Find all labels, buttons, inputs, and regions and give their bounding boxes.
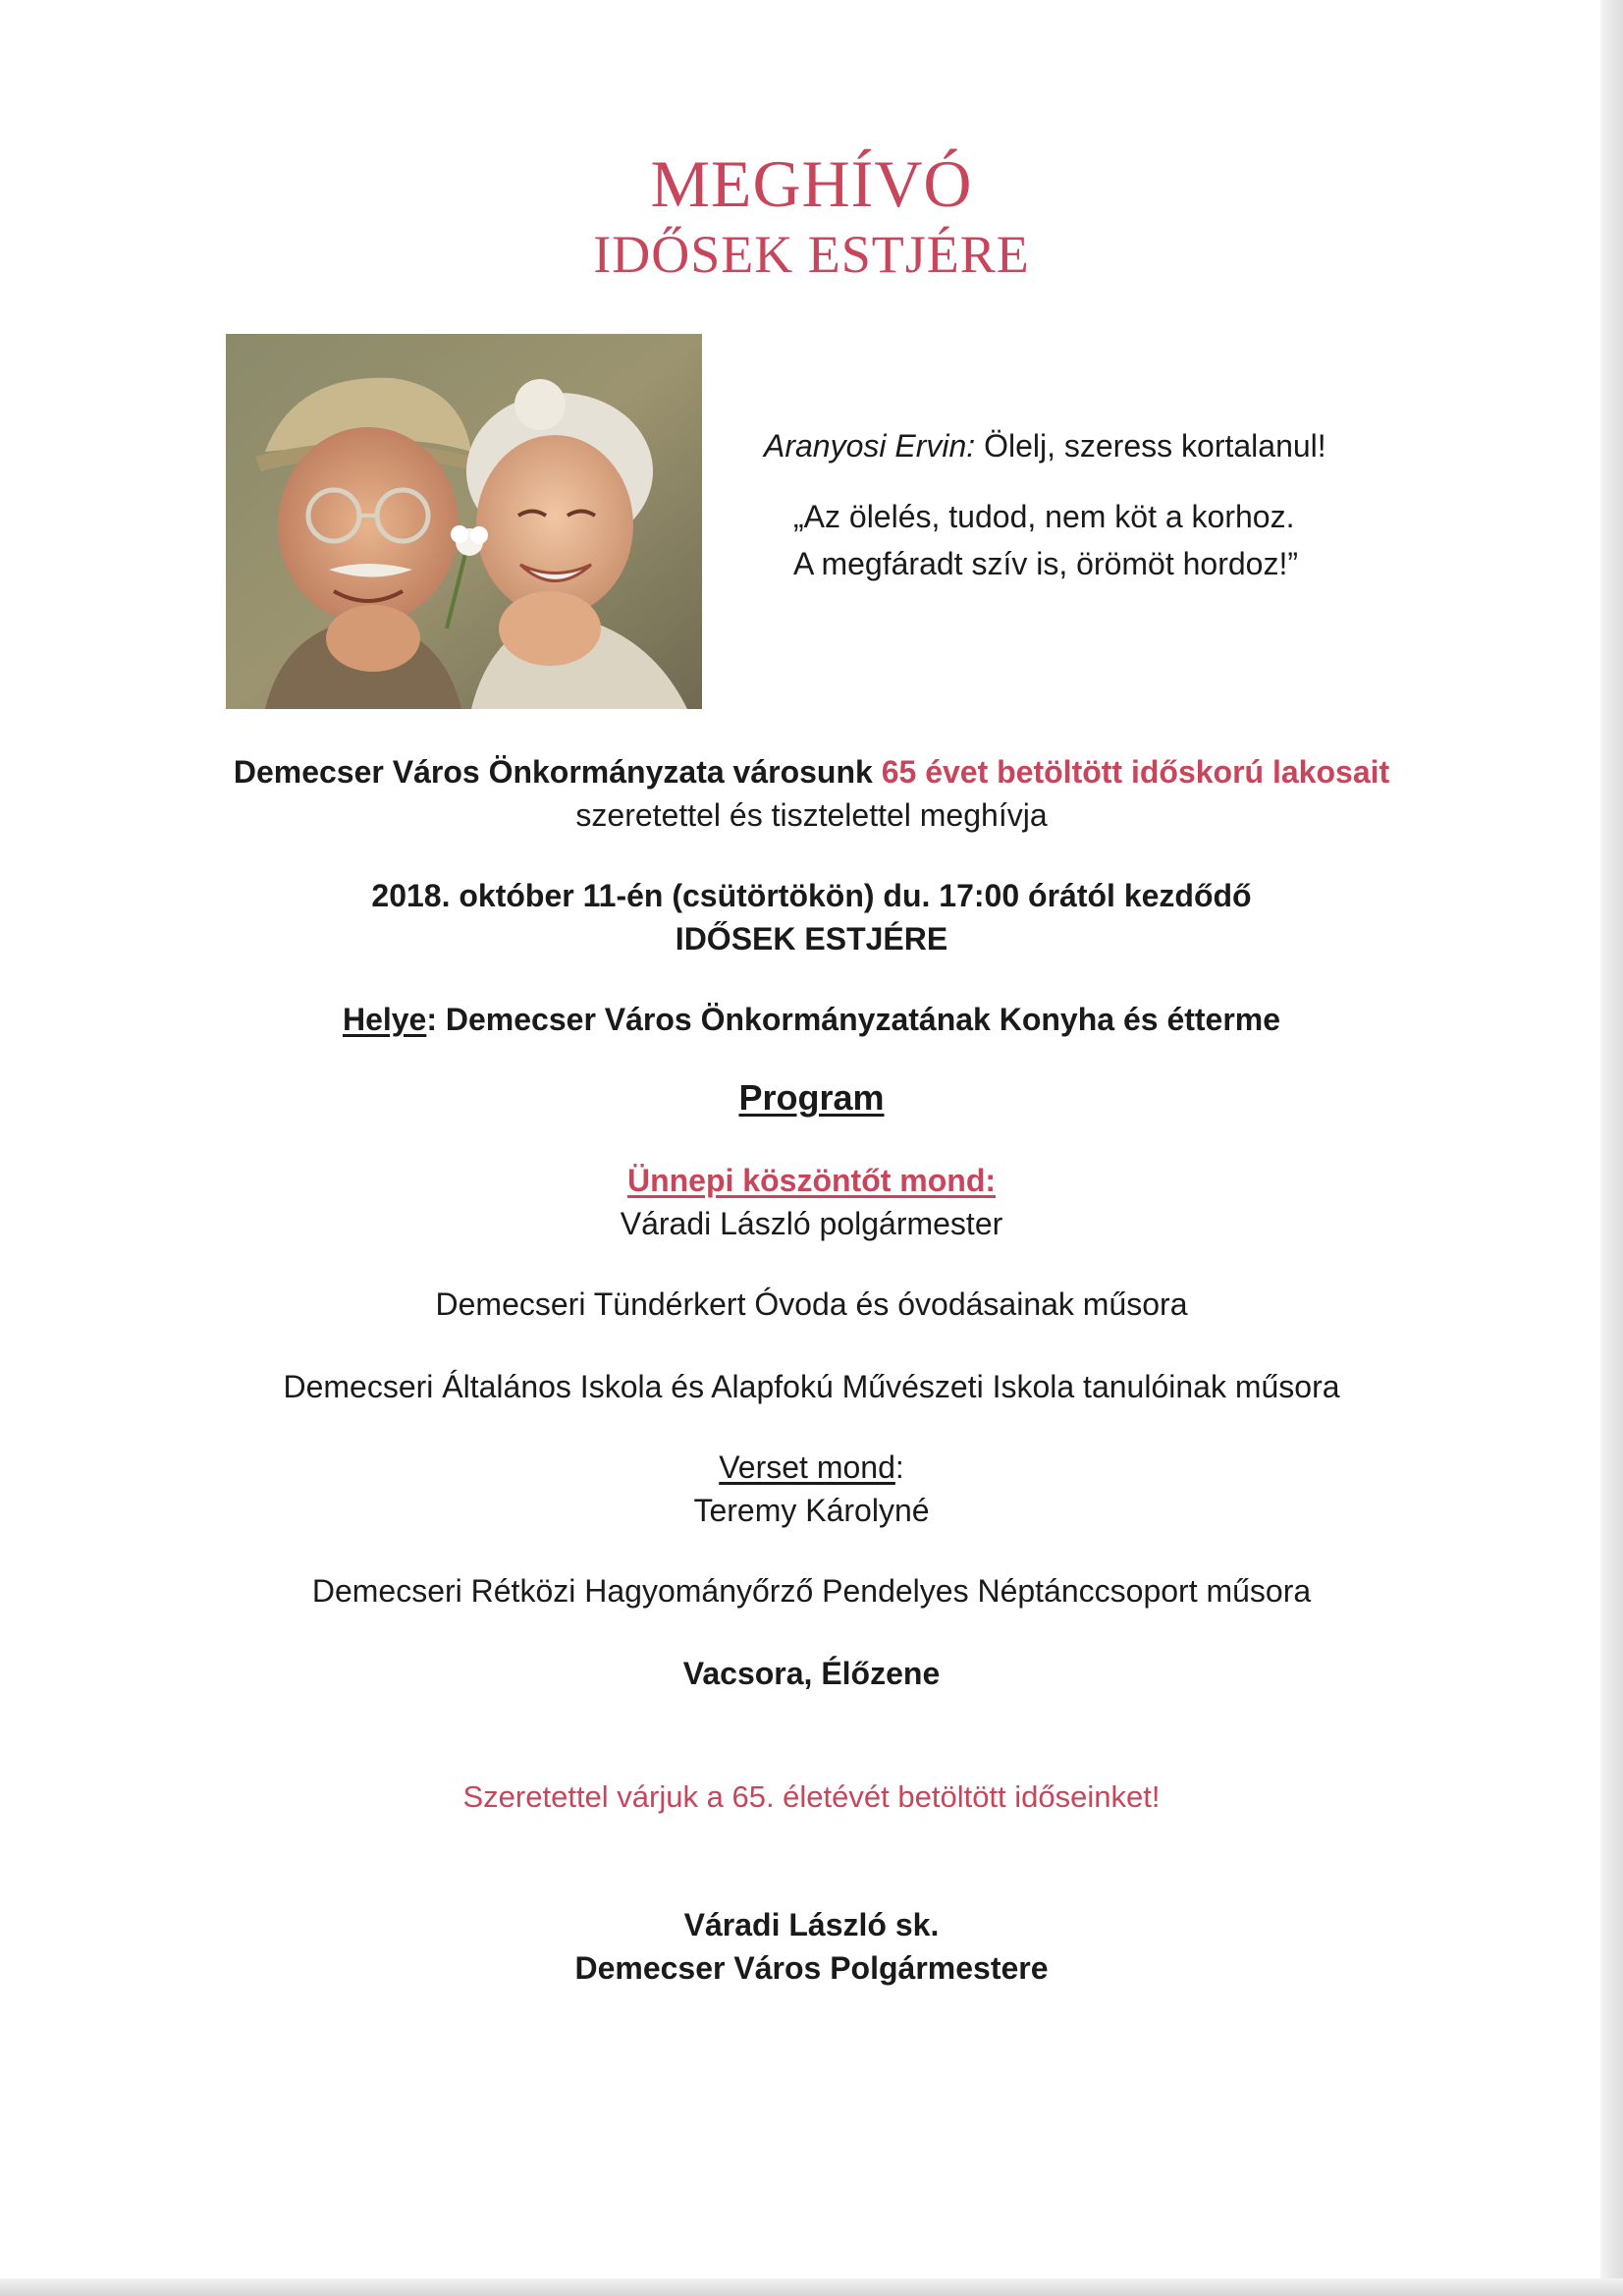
- program-item-folk-dance: Demecseri Rétközi Hagyományőrző Pendelyes Néptánccsoport műsora: [311, 1573, 1312, 1609]
- quote-line-1: „Az ölelés, tudod, nem köt a korhoz.: [793, 499, 1295, 534]
- elderly-couple-painting: [226, 334, 702, 709]
- signature-title: Demecser Város Polgármestere: [574, 1950, 1049, 1986]
- program-poem-recital: [0, 1446, 1623, 1532]
- venue-separator: :: [426, 1002, 437, 1037]
- closing-message: Szeretettel várjuk a 65. életévét betöltött időseinket!: [462, 1779, 1161, 1814]
- signature-name: Váradi László sk.: [683, 1907, 940, 1942]
- event-name: IDŐSEK ESTJÉRE: [675, 921, 948, 957]
- poem-person: Teremy Károlyné: [693, 1493, 930, 1528]
- intro-part-3: szeretettel és tisztelettel meghívja: [575, 797, 1048, 833]
- poem-quote: [746, 422, 1375, 587]
- greeting-label: Ünnepi köszöntőt mond:: [626, 1163, 997, 1198]
- event-datetime: 2018. október 11-én (csütörtökön) du. 17:00 órától kezdődő: [371, 878, 1252, 913]
- invitation-title: MEGHÍVÓ: [650, 146, 973, 221]
- program-heading: Program: [738, 1077, 885, 1118]
- program-item-school: Demecseri Általános Iskola és Alapfokú Művészeti Iskola tanulóinak műsora: [283, 1369, 1340, 1404]
- quote-author: Aranyosi Ervin:: [764, 428, 976, 464]
- quote-attribution: [764, 422, 1375, 469]
- event-venue: [0, 998, 1623, 1041]
- venue-value: Demecser Város Önkormányzatának Konyha és étterme: [437, 1002, 1281, 1037]
- venue-label: Helye: [342, 1002, 427, 1037]
- signature-block: [0, 1903, 1623, 1990]
- greeting-person: Váradi László polgármester: [620, 1206, 1003, 1241]
- scan-edge-bottom: [0, 2278, 1623, 2296]
- scan-edge-right: [1600, 0, 1623, 2296]
- program-greeting: [0, 1159, 1623, 1245]
- program-item-dinner: Vacsora, Élőzene: [682, 1656, 941, 1691]
- intro-highlight: 65 évet betöltött időskorú lakosait: [881, 754, 1390, 790]
- invitation-subtitle: IDŐSEK ESTJÉRE: [593, 225, 1030, 284]
- poem-separator: :: [894, 1449, 904, 1485]
- intro-part-1: Demecser Város Önkormányzata városunk: [233, 754, 882, 790]
- event-details: [0, 874, 1623, 960]
- poem-label: Verset mond: [719, 1449, 895, 1485]
- quote-poem-title: Ölelj, szeress kortalanul!: [984, 428, 1326, 464]
- invitation-intro: [0, 750, 1623, 837]
- quote-line-2: A megfáradt szív is, örömöt hordoz!”: [793, 546, 1298, 581]
- program-item-kindergarten: Demecseri Tündérkert Óvoda és óvodásainak műsora: [435, 1286, 1188, 1322]
